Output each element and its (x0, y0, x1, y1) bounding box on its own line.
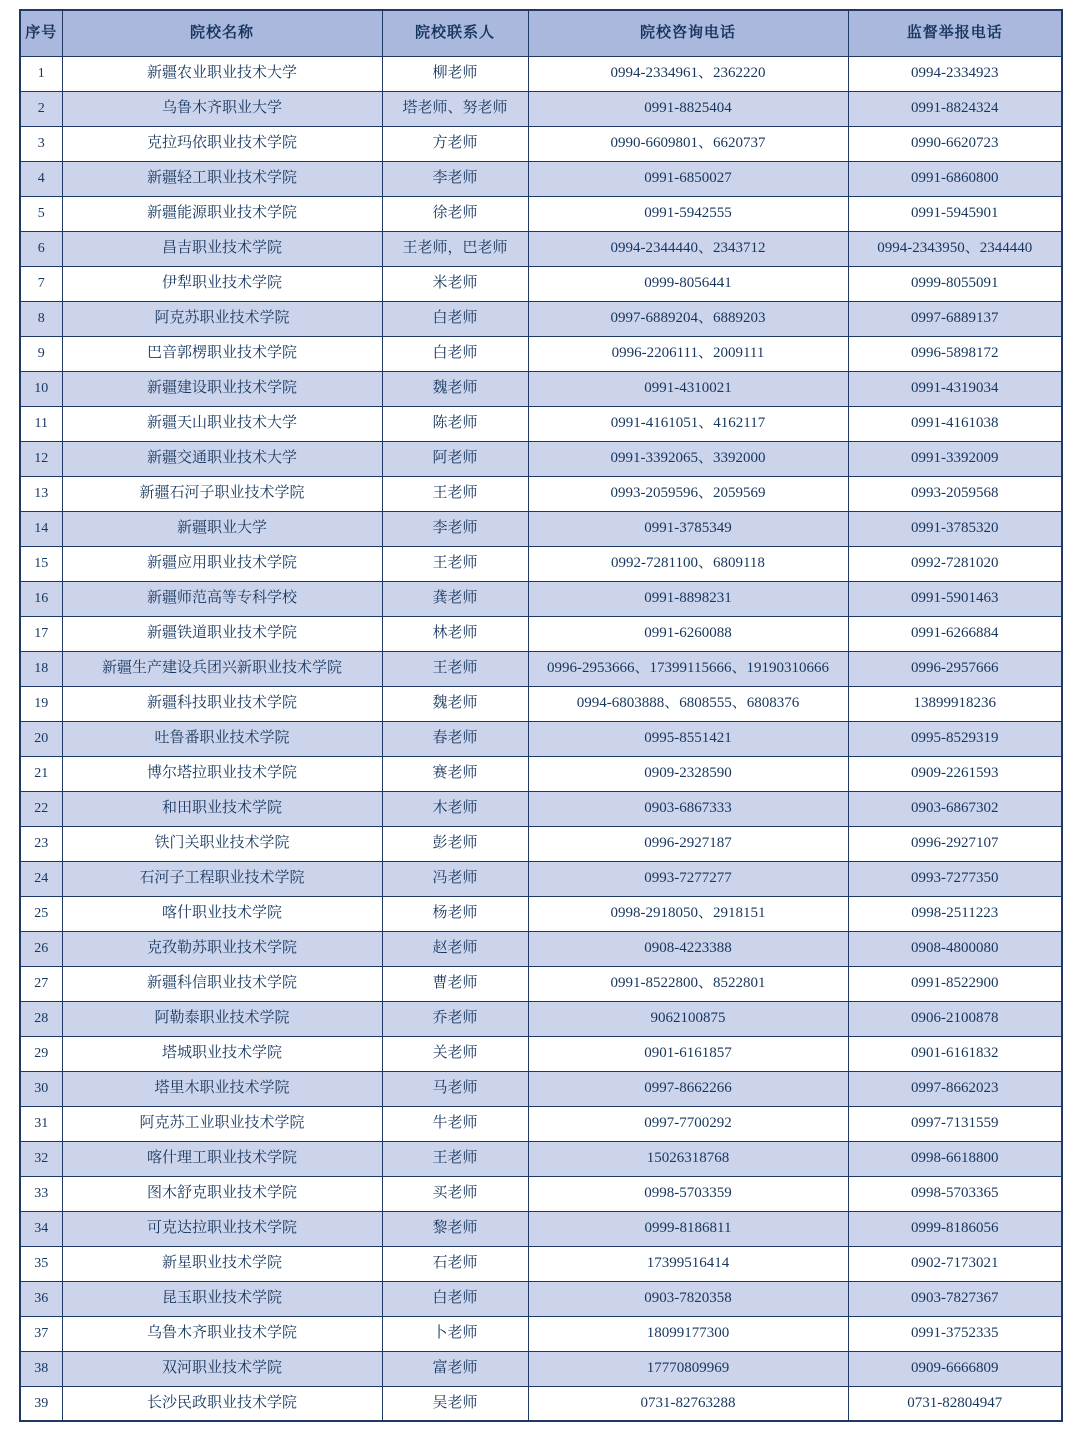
cell-serial-number: 28 (20, 1001, 62, 1036)
table-row (20, 861, 1062, 896)
header-report-phone: 监督举报电话 (848, 10, 1062, 56)
table-row (20, 126, 1062, 161)
cell-school-name: 塔城职业技术学院 (62, 1036, 382, 1071)
table-row (20, 231, 1062, 266)
table-row (20, 371, 1062, 406)
cell-serial-number: 22 (20, 791, 62, 826)
table-row (20, 196, 1062, 231)
cell-contact-person: 白老师 (382, 1281, 528, 1316)
table-row (20, 686, 1062, 721)
cell-school-name: 图木舒克职业技术学院 (62, 1176, 382, 1211)
cell-serial-number: 39 (20, 1386, 62, 1421)
cell-consult-phone: 0994-2334961、2362220 (528, 56, 848, 91)
cell-report-phone: 0996-2957666 (848, 651, 1062, 686)
cell-contact-person: 白老师 (382, 301, 528, 336)
cell-consult-phone: 0731-82763288 (528, 1386, 848, 1421)
table-row (20, 1281, 1062, 1316)
cell-contact-person: 王老师，巴老师 (382, 231, 528, 266)
table-row (20, 791, 1062, 826)
cell-consult-phone: 0996-2206111、2009111 (528, 336, 848, 371)
cell-serial-number: 8 (20, 301, 62, 336)
cell-contact-person: 吴老师 (382, 1386, 528, 1421)
table-row (20, 1036, 1062, 1071)
cell-contact-person: 李老师 (382, 511, 528, 546)
cell-report-phone: 0909-2261593 (848, 756, 1062, 791)
cell-serial-number: 11 (20, 406, 62, 441)
table-row (20, 616, 1062, 651)
cell-consult-phone: 0993-2059596、2059569 (528, 476, 848, 511)
cell-consult-phone: 0909-2328590 (528, 756, 848, 791)
table-row (20, 1246, 1062, 1281)
cell-consult-phone: 0994-6803888、6808555、6808376 (528, 686, 848, 721)
cell-serial-number: 6 (20, 231, 62, 266)
cell-school-name: 新疆建设职业技术学院 (62, 371, 382, 406)
cell-consult-phone: 17770809969 (528, 1351, 848, 1386)
table-row (20, 1386, 1062, 1421)
table-row (20, 56, 1062, 91)
header-contact-person: 院校联系人 (382, 10, 528, 56)
cell-contact-person: 王老师 (382, 1141, 528, 1176)
cell-school-name: 铁门关职业技术学院 (62, 826, 382, 861)
table-row (20, 546, 1062, 581)
cell-contact-person: 王老师 (382, 546, 528, 581)
cell-contact-person: 赛老师 (382, 756, 528, 791)
table-row (20, 826, 1062, 861)
cell-serial-number: 34 (20, 1211, 62, 1246)
cell-report-phone: 0996-2927107 (848, 826, 1062, 861)
cell-school-name: 新疆农业职业技术大学 (62, 56, 382, 91)
cell-serial-number: 35 (20, 1246, 62, 1281)
cell-consult-phone: 0998-2918050、2918151 (528, 896, 848, 931)
cell-school-name: 喀什理工职业技术学院 (62, 1141, 382, 1176)
table-row (20, 1106, 1062, 1141)
cell-contact-person: 阿老师 (382, 441, 528, 476)
cell-consult-phone: 9062100875 (528, 1001, 848, 1036)
cell-contact-person: 赵老师 (382, 931, 528, 966)
cell-report-phone: 13899918236 (848, 686, 1062, 721)
cell-school-name: 阿勒泰职业技术学院 (62, 1001, 382, 1036)
cell-report-phone: 0901-6161832 (848, 1036, 1062, 1071)
table-row (20, 896, 1062, 931)
table-row (20, 161, 1062, 196)
cell-consult-phone: 0991-6850027 (528, 161, 848, 196)
cell-consult-phone: 18099177300 (528, 1316, 848, 1351)
cell-school-name: 新疆能源职业技术学院 (62, 196, 382, 231)
cell-school-name: 长沙民政职业技术学院 (62, 1386, 382, 1421)
cell-school-name: 克孜勒苏职业技术学院 (62, 931, 382, 966)
cell-school-name: 新疆石河子职业技术学院 (62, 476, 382, 511)
cell-contact-person: 黎老师 (382, 1211, 528, 1246)
cell-contact-person: 牛老师 (382, 1106, 528, 1141)
cell-contact-person: 彭老师 (382, 826, 528, 861)
cell-report-phone: 0997-8662023 (848, 1071, 1062, 1106)
cell-report-phone: 0906-2100878 (848, 1001, 1062, 1036)
table-row (20, 756, 1062, 791)
cell-contact-person: 柳老师 (382, 56, 528, 91)
cell-contact-person: 木老师 (382, 791, 528, 826)
cell-serial-number: 7 (20, 266, 62, 301)
cell-consult-phone: 0999-8186811 (528, 1211, 848, 1246)
cell-report-phone: 0993-7277350 (848, 861, 1062, 896)
cell-school-name: 新疆职业大学 (62, 511, 382, 546)
table-row (20, 1001, 1062, 1036)
cell-serial-number: 1 (20, 56, 62, 91)
header-serial-number: 序号 (20, 10, 62, 56)
cell-serial-number: 20 (20, 721, 62, 756)
table-row (20, 301, 1062, 336)
cell-report-phone: 0998-6618800 (848, 1141, 1062, 1176)
cell-report-phone: 0999-8186056 (848, 1211, 1062, 1246)
cell-report-phone: 0994-2334923 (848, 56, 1062, 91)
cell-school-name: 新疆天山职业技术大学 (62, 406, 382, 441)
cell-serial-number: 25 (20, 896, 62, 931)
cell-serial-number: 17 (20, 616, 62, 651)
cell-consult-phone: 0996-2953666、17399115666、19190310666 (528, 651, 848, 686)
cell-report-phone: 0991-8522900 (848, 966, 1062, 1001)
cell-serial-number: 36 (20, 1281, 62, 1316)
cell-serial-number: 30 (20, 1071, 62, 1106)
cell-report-phone: 0990-6620723 (848, 126, 1062, 161)
cell-contact-person: 冯老师 (382, 861, 528, 896)
cell-school-name: 新疆师范高等专科学校 (62, 581, 382, 616)
cell-report-phone: 0902-7173021 (848, 1246, 1062, 1281)
table-row (20, 1351, 1062, 1386)
cell-consult-phone: 0999-8056441 (528, 266, 848, 301)
cell-report-phone: 0993-2059568 (848, 476, 1062, 511)
table-row (20, 966, 1062, 1001)
cell-serial-number: 16 (20, 581, 62, 616)
cell-report-phone: 0991-5945901 (848, 196, 1062, 231)
cell-contact-person: 陈老师 (382, 406, 528, 441)
table-row (20, 1316, 1062, 1351)
cell-contact-person: 曹老师 (382, 966, 528, 1001)
cell-report-phone: 0903-7827367 (848, 1281, 1062, 1316)
cell-school-name: 新疆轻工职业技术学院 (62, 161, 382, 196)
cell-school-name: 新疆铁道职业技术学院 (62, 616, 382, 651)
cell-serial-number: 24 (20, 861, 62, 896)
cell-school-name: 新疆应用职业技术学院 (62, 546, 382, 581)
cell-consult-phone: 0903-6867333 (528, 791, 848, 826)
cell-consult-phone: 0991-4161051、4162117 (528, 406, 848, 441)
cell-contact-person: 方老师 (382, 126, 528, 161)
cell-report-phone: 0999-8055091 (848, 266, 1062, 301)
cell-serial-number: 21 (20, 756, 62, 791)
cell-report-phone: 0991-3752335 (848, 1316, 1062, 1351)
cell-school-name: 乌鲁木齐职业技术学院 (62, 1316, 382, 1351)
cell-serial-number: 14 (20, 511, 62, 546)
cell-contact-person: 林老师 (382, 616, 528, 651)
cell-serial-number: 3 (20, 126, 62, 161)
cell-report-phone: 0903-6867302 (848, 791, 1062, 826)
table-row (20, 441, 1062, 476)
cell-serial-number: 26 (20, 931, 62, 966)
cell-school-name: 伊犁职业技术学院 (62, 266, 382, 301)
cell-contact-person: 关老师 (382, 1036, 528, 1071)
cell-school-name: 博尔塔拉职业技术学院 (62, 756, 382, 791)
cell-consult-phone: 0991-4310021 (528, 371, 848, 406)
cell-report-phone: 0909-6666809 (848, 1351, 1062, 1386)
cell-serial-number: 12 (20, 441, 62, 476)
cell-school-name: 昆玉职业技术学院 (62, 1281, 382, 1316)
cell-report-phone: 0997-6889137 (848, 301, 1062, 336)
cell-serial-number: 38 (20, 1351, 62, 1386)
cell-contact-person: 王老师 (382, 476, 528, 511)
cell-consult-phone: 0901-6161857 (528, 1036, 848, 1071)
table-row (20, 511, 1062, 546)
cell-serial-number: 37 (20, 1316, 62, 1351)
cell-report-phone: 0995-8529319 (848, 721, 1062, 756)
cell-contact-person: 杨老师 (382, 896, 528, 931)
cell-school-name: 乌鲁木齐职业大学 (62, 91, 382, 126)
cell-serial-number: 33 (20, 1176, 62, 1211)
contact-table (19, 9, 1063, 1422)
cell-contact-person: 米老师 (382, 266, 528, 301)
cell-school-name: 石河子工程职业技术学院 (62, 861, 382, 896)
cell-contact-person: 塔老师、努老师 (382, 91, 528, 126)
table-row (20, 721, 1062, 756)
cell-consult-phone: 0997-6889204、6889203 (528, 301, 848, 336)
cell-consult-phone: 0993-7277277 (528, 861, 848, 896)
cell-report-phone: 0998-5703365 (848, 1176, 1062, 1211)
cell-consult-phone: 0991-8522800、8522801 (528, 966, 848, 1001)
cell-report-phone: 0991-6860800 (848, 161, 1062, 196)
cell-contact-person: 乔老师 (382, 1001, 528, 1036)
cell-contact-person: 石老师 (382, 1246, 528, 1281)
cell-serial-number: 5 (20, 196, 62, 231)
cell-consult-phone: 0998-5703359 (528, 1176, 848, 1211)
table-row (20, 406, 1062, 441)
cell-contact-person: 富老师 (382, 1351, 528, 1386)
cell-school-name: 阿克苏工业职业技术学院 (62, 1106, 382, 1141)
cell-report-phone: 0908-4800080 (848, 931, 1062, 966)
cell-consult-phone: 0991-6260088 (528, 616, 848, 651)
cell-school-name: 喀什职业技术学院 (62, 896, 382, 931)
header-school-name: 院校名称 (62, 10, 382, 56)
cell-contact-person: 龚老师 (382, 581, 528, 616)
table-row (20, 91, 1062, 126)
table-row (20, 1211, 1062, 1246)
cell-serial-number: 10 (20, 371, 62, 406)
cell-contact-person: 白老师 (382, 336, 528, 371)
cell-school-name: 塔里木职业技术学院 (62, 1071, 382, 1106)
cell-serial-number: 18 (20, 651, 62, 686)
cell-consult-phone: 0991-8898231 (528, 581, 848, 616)
cell-report-phone: 0998-2511223 (848, 896, 1062, 931)
cell-school-name: 阿克苏职业技术学院 (62, 301, 382, 336)
cell-consult-phone: 0997-8662266 (528, 1071, 848, 1106)
cell-report-phone: 0996-5898172 (848, 336, 1062, 371)
header-consult-phone: 院校咨询电话 (528, 10, 848, 56)
header-row (20, 10, 1062, 56)
cell-report-phone: 0997-7131559 (848, 1106, 1062, 1141)
cell-serial-number: 29 (20, 1036, 62, 1071)
cell-consult-phone: 0991-3785349 (528, 511, 848, 546)
cell-report-phone: 0731-82804947 (848, 1386, 1062, 1421)
cell-serial-number: 4 (20, 161, 62, 196)
cell-contact-person: 魏老师 (382, 371, 528, 406)
cell-school-name: 巴音郭楞职业技术学院 (62, 336, 382, 371)
cell-school-name: 昌吉职业技术学院 (62, 231, 382, 266)
cell-report-phone: 0991-6266884 (848, 616, 1062, 651)
cell-report-phone: 0991-5901463 (848, 581, 1062, 616)
cell-report-phone: 0991-4319034 (848, 371, 1062, 406)
cell-serial-number: 32 (20, 1141, 62, 1176)
cell-consult-phone: 0991-5942555 (528, 196, 848, 231)
cell-contact-person: 徐老师 (382, 196, 528, 231)
cell-consult-phone: 0995-8551421 (528, 721, 848, 756)
cell-serial-number: 2 (20, 91, 62, 126)
cell-serial-number: 27 (20, 966, 62, 1001)
cell-report-phone: 0994-2343950、2344440 (848, 231, 1062, 266)
cell-consult-phone: 0992-7281100、6809118 (528, 546, 848, 581)
cell-contact-person: 魏老师 (382, 686, 528, 721)
cell-school-name: 新疆交通职业技术大学 (62, 441, 382, 476)
cell-consult-phone: 0903-7820358 (528, 1281, 848, 1316)
cell-school-name: 新疆生产建设兵团兴新职业技术学院 (62, 651, 382, 686)
cell-contact-person: 卜老师 (382, 1316, 528, 1351)
cell-report-phone: 0991-3392009 (848, 441, 1062, 476)
cell-school-name: 新疆科技职业技术学院 (62, 686, 382, 721)
cell-contact-person: 李老师 (382, 161, 528, 196)
cell-contact-person: 买老师 (382, 1176, 528, 1211)
cell-serial-number: 9 (20, 336, 62, 371)
cell-report-phone: 0991-8824324 (848, 91, 1062, 126)
cell-serial-number: 31 (20, 1106, 62, 1141)
table-row (20, 1141, 1062, 1176)
table-row (20, 266, 1062, 301)
cell-serial-number: 13 (20, 476, 62, 511)
cell-report-phone: 0992-7281020 (848, 546, 1062, 581)
table-body (20, 56, 1062, 1421)
table-row (20, 476, 1062, 511)
cell-consult-phone: 0991-8825404 (528, 91, 848, 126)
cell-contact-person: 春老师 (382, 721, 528, 756)
cell-consult-phone: 0991-3392065、3392000 (528, 441, 848, 476)
table-row (20, 581, 1062, 616)
table-row (20, 931, 1062, 966)
cell-serial-number: 23 (20, 826, 62, 861)
cell-contact-person: 王老师 (382, 651, 528, 686)
cell-consult-phone: 0908-4223388 (528, 931, 848, 966)
cell-school-name: 可克达拉职业技术学院 (62, 1211, 382, 1246)
cell-school-name: 双河职业技术学院 (62, 1351, 382, 1386)
cell-consult-phone: 0997-7700292 (528, 1106, 848, 1141)
table-row (20, 1071, 1062, 1106)
cell-consult-phone: 0994-2344440、2343712 (528, 231, 848, 266)
cell-school-name: 吐鲁番职业技术学院 (62, 721, 382, 756)
cell-consult-phone: 0990-6609801、6620737 (528, 126, 848, 161)
table-row (20, 1176, 1062, 1211)
cell-serial-number: 19 (20, 686, 62, 721)
cell-report-phone: 0991-4161038 (848, 406, 1062, 441)
cell-consult-phone: 15026318768 (528, 1141, 848, 1176)
cell-report-phone: 0991-3785320 (848, 511, 1062, 546)
cell-contact-person: 马老师 (382, 1071, 528, 1106)
cell-serial-number: 15 (20, 546, 62, 581)
cell-school-name: 克拉玛依职业技术学院 (62, 126, 382, 161)
cell-school-name: 和田职业技术学院 (62, 791, 382, 826)
table-row (20, 336, 1062, 371)
table-row (20, 651, 1062, 686)
cell-consult-phone: 17399516414 (528, 1246, 848, 1281)
cell-school-name: 新星职业技术学院 (62, 1246, 382, 1281)
cell-consult-phone: 0996-2927187 (528, 826, 848, 861)
cell-school-name: 新疆科信职业技术学院 (62, 966, 382, 1001)
